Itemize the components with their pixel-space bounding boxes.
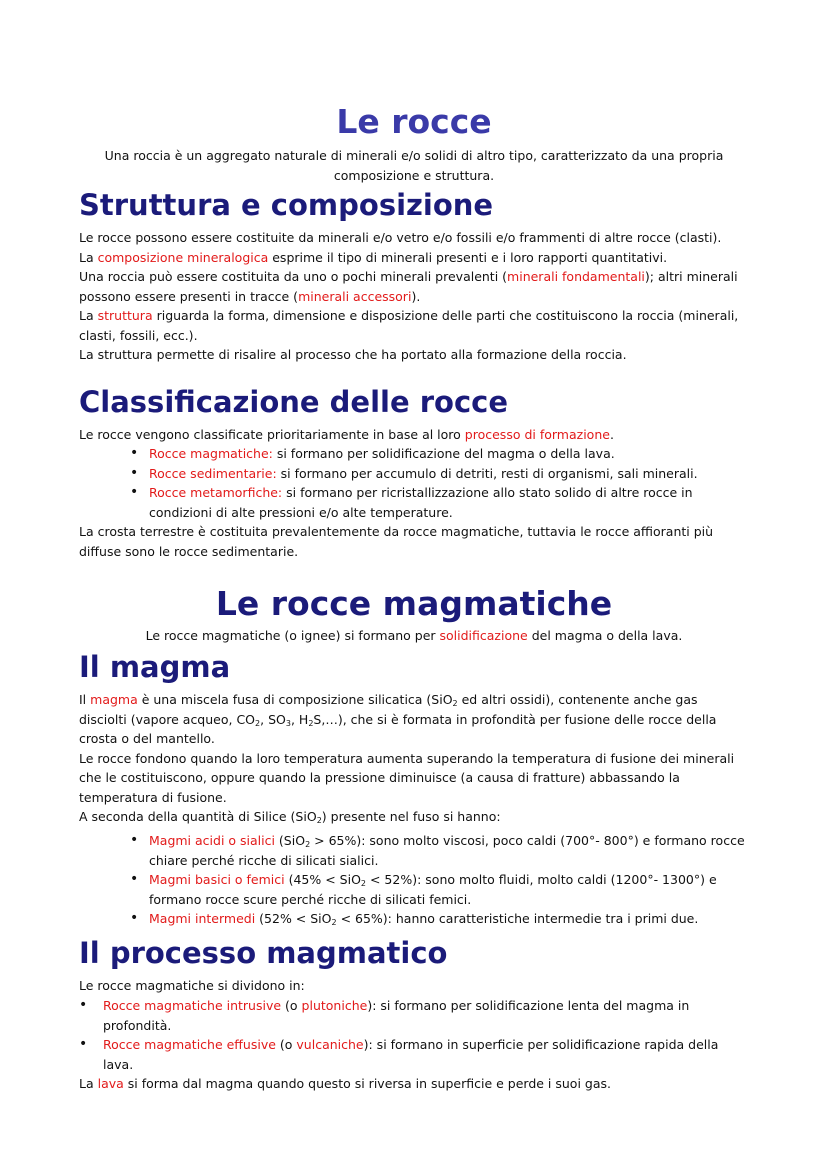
section-title-magmatiche: Le rocce magmatiche (215, 584, 613, 623)
struttura-body (79, 228, 749, 365)
processo-outro: La lava si forma dal magma quando questo si riversa in superficie e perde i suoi gas. (79, 1076, 611, 1091)
highlight-term: lava (97, 1076, 124, 1091)
list-item: • Rocce magmatiche intrusive (o plutoniche): si formano per solidificazione lenta del magma in profondità. (79, 996, 749, 1035)
list-item: • Rocce magmatiche: si formano per solidificazione del magma o della lava. (130, 444, 750, 464)
highlight-term: processo di formazione (464, 427, 610, 442)
highlight-term: magma (90, 692, 138, 707)
classificazione-outro: La crosta terrestre è costituita prevalentemente da rocce magmatiche, tuttavia le rocce affioranti più diffuse sono le rocce sedimentarie. (79, 524, 714, 559)
struttura-paragraph-3: Una roccia può essere costituita da uno o pochi minerali prevalenti (minerali fondamentali); altri minerali possono essere presenti in tracce (minerali accessori). (79, 269, 738, 304)
struttura-paragraph-4: La struttura riguarda la forma, dimensione e disposizione delle parti che costituiscono la roccia (minerali, clasti, fossili, ecc.). (79, 308, 739, 343)
magma-list (130, 831, 750, 929)
classificazione-intro: Le rocce vengono classificate prioritariamente in base al loro processo di formazione. (79, 427, 614, 442)
magma-paragraph-3: A seconda della quantità di Silice (SiO$_2$) presente nel fuso si hanno: (79, 809, 501, 825)
list-item: • Rocce sedimentarie: si formano per accumulo di detriti, resti di organismi, sali minerali. (130, 464, 750, 484)
magmatiche-intro: Le rocce magmatiche (o ignee) si formano per solidificazione del magma o della lava. (145, 628, 683, 643)
section-heading-struttura: Struttura e composizione (79, 188, 494, 222)
highlight-term: minerali accessori (298, 288, 412, 304)
list-item: • Rocce metamorfiche: si formano per ricristallizzazione allo stato solido di altre rocce in condizioni di alte pressioni e/o alte temperature. (130, 483, 750, 522)
list-item: • Rocce magmatiche effusive (o vulcaniche): si formano in superficie per solidificazione rapida della lava. (79, 1035, 749, 1074)
struttura-paragraph-5: La struttura permette di risalire al processo che ha portato alla formazione della roccia. (79, 347, 627, 362)
struttura-paragraph-1: Le rocce possono essere costituite da minerali e/o vetro e/o fossili e/o frammenti di altre rocce (clasti). (79, 230, 722, 245)
highlight-term: struttura (97, 308, 153, 323)
magma-paragraph-2: Le rocce fondono quando la loro temperatura aumenta superando la temperatura di fusione dei minerali che le costituiscono, oppure quando la pressione diminuisce (a causa di fratture) abbassando la temperatura di fusione. (79, 750, 735, 805)
list-item: • Magmi basici o femici (45% < SiO$_2$ < 52%): sono molto fluidi, molto caldi (1200°- 1300°) e formano rocce scure perché ricche di silicati femici. (130, 870, 750, 909)
section-heading-classificazione: Classificazione delle rocce (79, 385, 509, 419)
highlight-term: composizione mineralogica (97, 249, 269, 265)
section-heading-processo: Il processo magmatico (79, 936, 448, 970)
processo-list (79, 996, 749, 1074)
list-item: • Magmi intermedi (52% < SiO$_2$ < 65%): hanno caratteristiche intermedie tra i primi due. (130, 909, 750, 929)
magma-paragraph-1: Il magma è una miscela fusa di composizione silicatica (SiO$_2$ ed altri ossidi), contenente anche gas disciolti (vapore acqueo, $CO_2$, $SO_3$, $H_2S,\dots$), che si è formata in profondità per fusione delle rocce della crosta o del mantello. (79, 692, 717, 746)
section-heading-magma: Il magma (79, 650, 231, 684)
highlight-term: minerali fondamentali (507, 269, 645, 284)
list-item: • Magmi acidi o sialici (SiO$_2$ > 65%): sono molto viscosi, poco caldi (700°- 800°) e formano rocce chiare perché ricche di silicati sialici. (130, 831, 750, 870)
processo-intro: Le rocce magmatiche si dividono in: (79, 978, 305, 993)
struttura-paragraph-2: La composizione mineralogica esprime il tipo di minerali presenti e i loro rapporti quantitativi. (79, 249, 668, 265)
intro-text: Una roccia è un aggregato naturale di minerali e/o solidi di altro tipo, caratterizzato da una propria composizione e struttura. (104, 148, 724, 183)
classificazione-list (130, 444, 750, 522)
magma-body (79, 690, 749, 827)
highlight-term: solidificazione (439, 628, 528, 643)
page-title: Le rocce (336, 102, 492, 141)
